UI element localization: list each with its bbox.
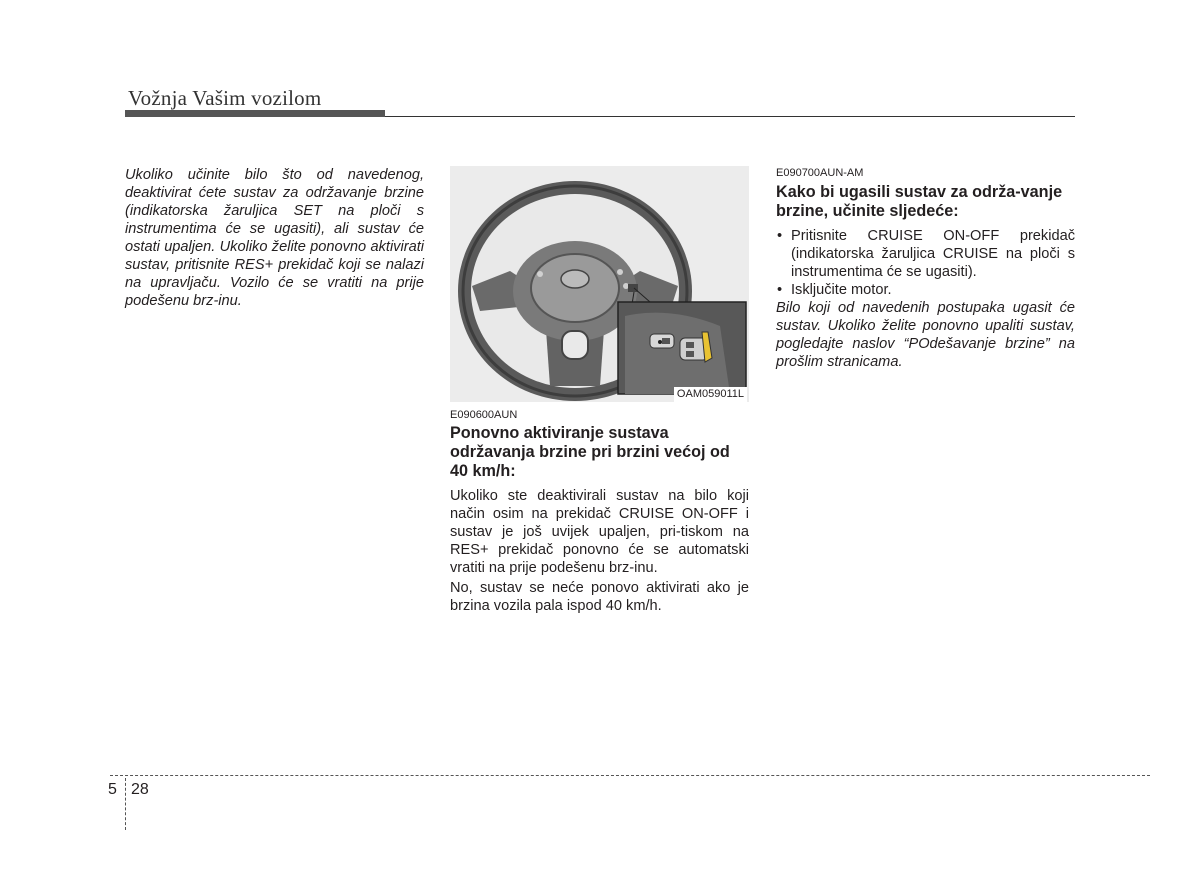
left-paragraph: Ukoliko učinite bilo što od navedenog, deaktivirat ćete sustav za održavanje brzine (indikatorska žaruljica SET na ploči s instrumentima će se ugasiti), ali sustav će ostati upaljen. Ukoliko želite ponovno aktivirati sustav, pritisnite RES+ prekidač koji se nalazi na upravljaču. Vozilo će se vratiti na prije podešenu brz-inu. (125, 167, 424, 309)
section-code: E090700AUN-AM (776, 167, 864, 179)
page-header-title: Vožnja Vašim vozilom (128, 86, 322, 110)
section-code: E090600AUN (450, 409, 518, 421)
list-item: • Pritisnite CRUISE ON-OFF prekidač (indikatorska žaruljica CRUISE na ploči s instrumentima će se ugasiti). (776, 227, 1075, 281)
header-bar (125, 110, 385, 117)
bullet-list (776, 227, 1075, 299)
middle-column (450, 166, 749, 615)
steering-wheel-figure (450, 166, 749, 402)
paragraph: No, sustav se neće ponovo aktivirati ako je brzina vozila pala ispod 40 km/h. (450, 580, 749, 614)
steering-wheel-illustration (450, 166, 749, 402)
paragraph: Ukoliko ste deaktivirali sustav na bilo koji način osim na prekidač CRUISE ON-OFF i sustav je još uvijek upaljen, pri-tiskom na RES+ prekidač ponovno će se automatski vratiti na prije podešenu brz-inu. (450, 488, 749, 576)
footer-rule (110, 775, 1150, 776)
chapter-number: 5 (108, 781, 117, 798)
note-paragraph: Bilo koji od navedenih postupaka ugasit će sustav. Ukoliko želite ponovno upaliti sustav, pogledajte naslov “POdešavanje brzine” na prošlim stranicama. (776, 300, 1075, 370)
page-number: 28 (131, 781, 149, 798)
figure-code: OAM059011L (674, 387, 747, 402)
section-heading: Ponovno aktiviranje sustava održavanja brzine pri brzini većoj od 40 km/h: (450, 424, 730, 480)
list-item: • Isključite motor. (776, 281, 1075, 299)
section-heading: Kako bi ugasili sustav za održa-vanje brzine, učinite sljedeće: (776, 183, 1063, 220)
left-column (125, 166, 424, 310)
header-rule (385, 116, 1075, 117)
right-column (776, 166, 1075, 371)
footer-divider (125, 778, 126, 830)
